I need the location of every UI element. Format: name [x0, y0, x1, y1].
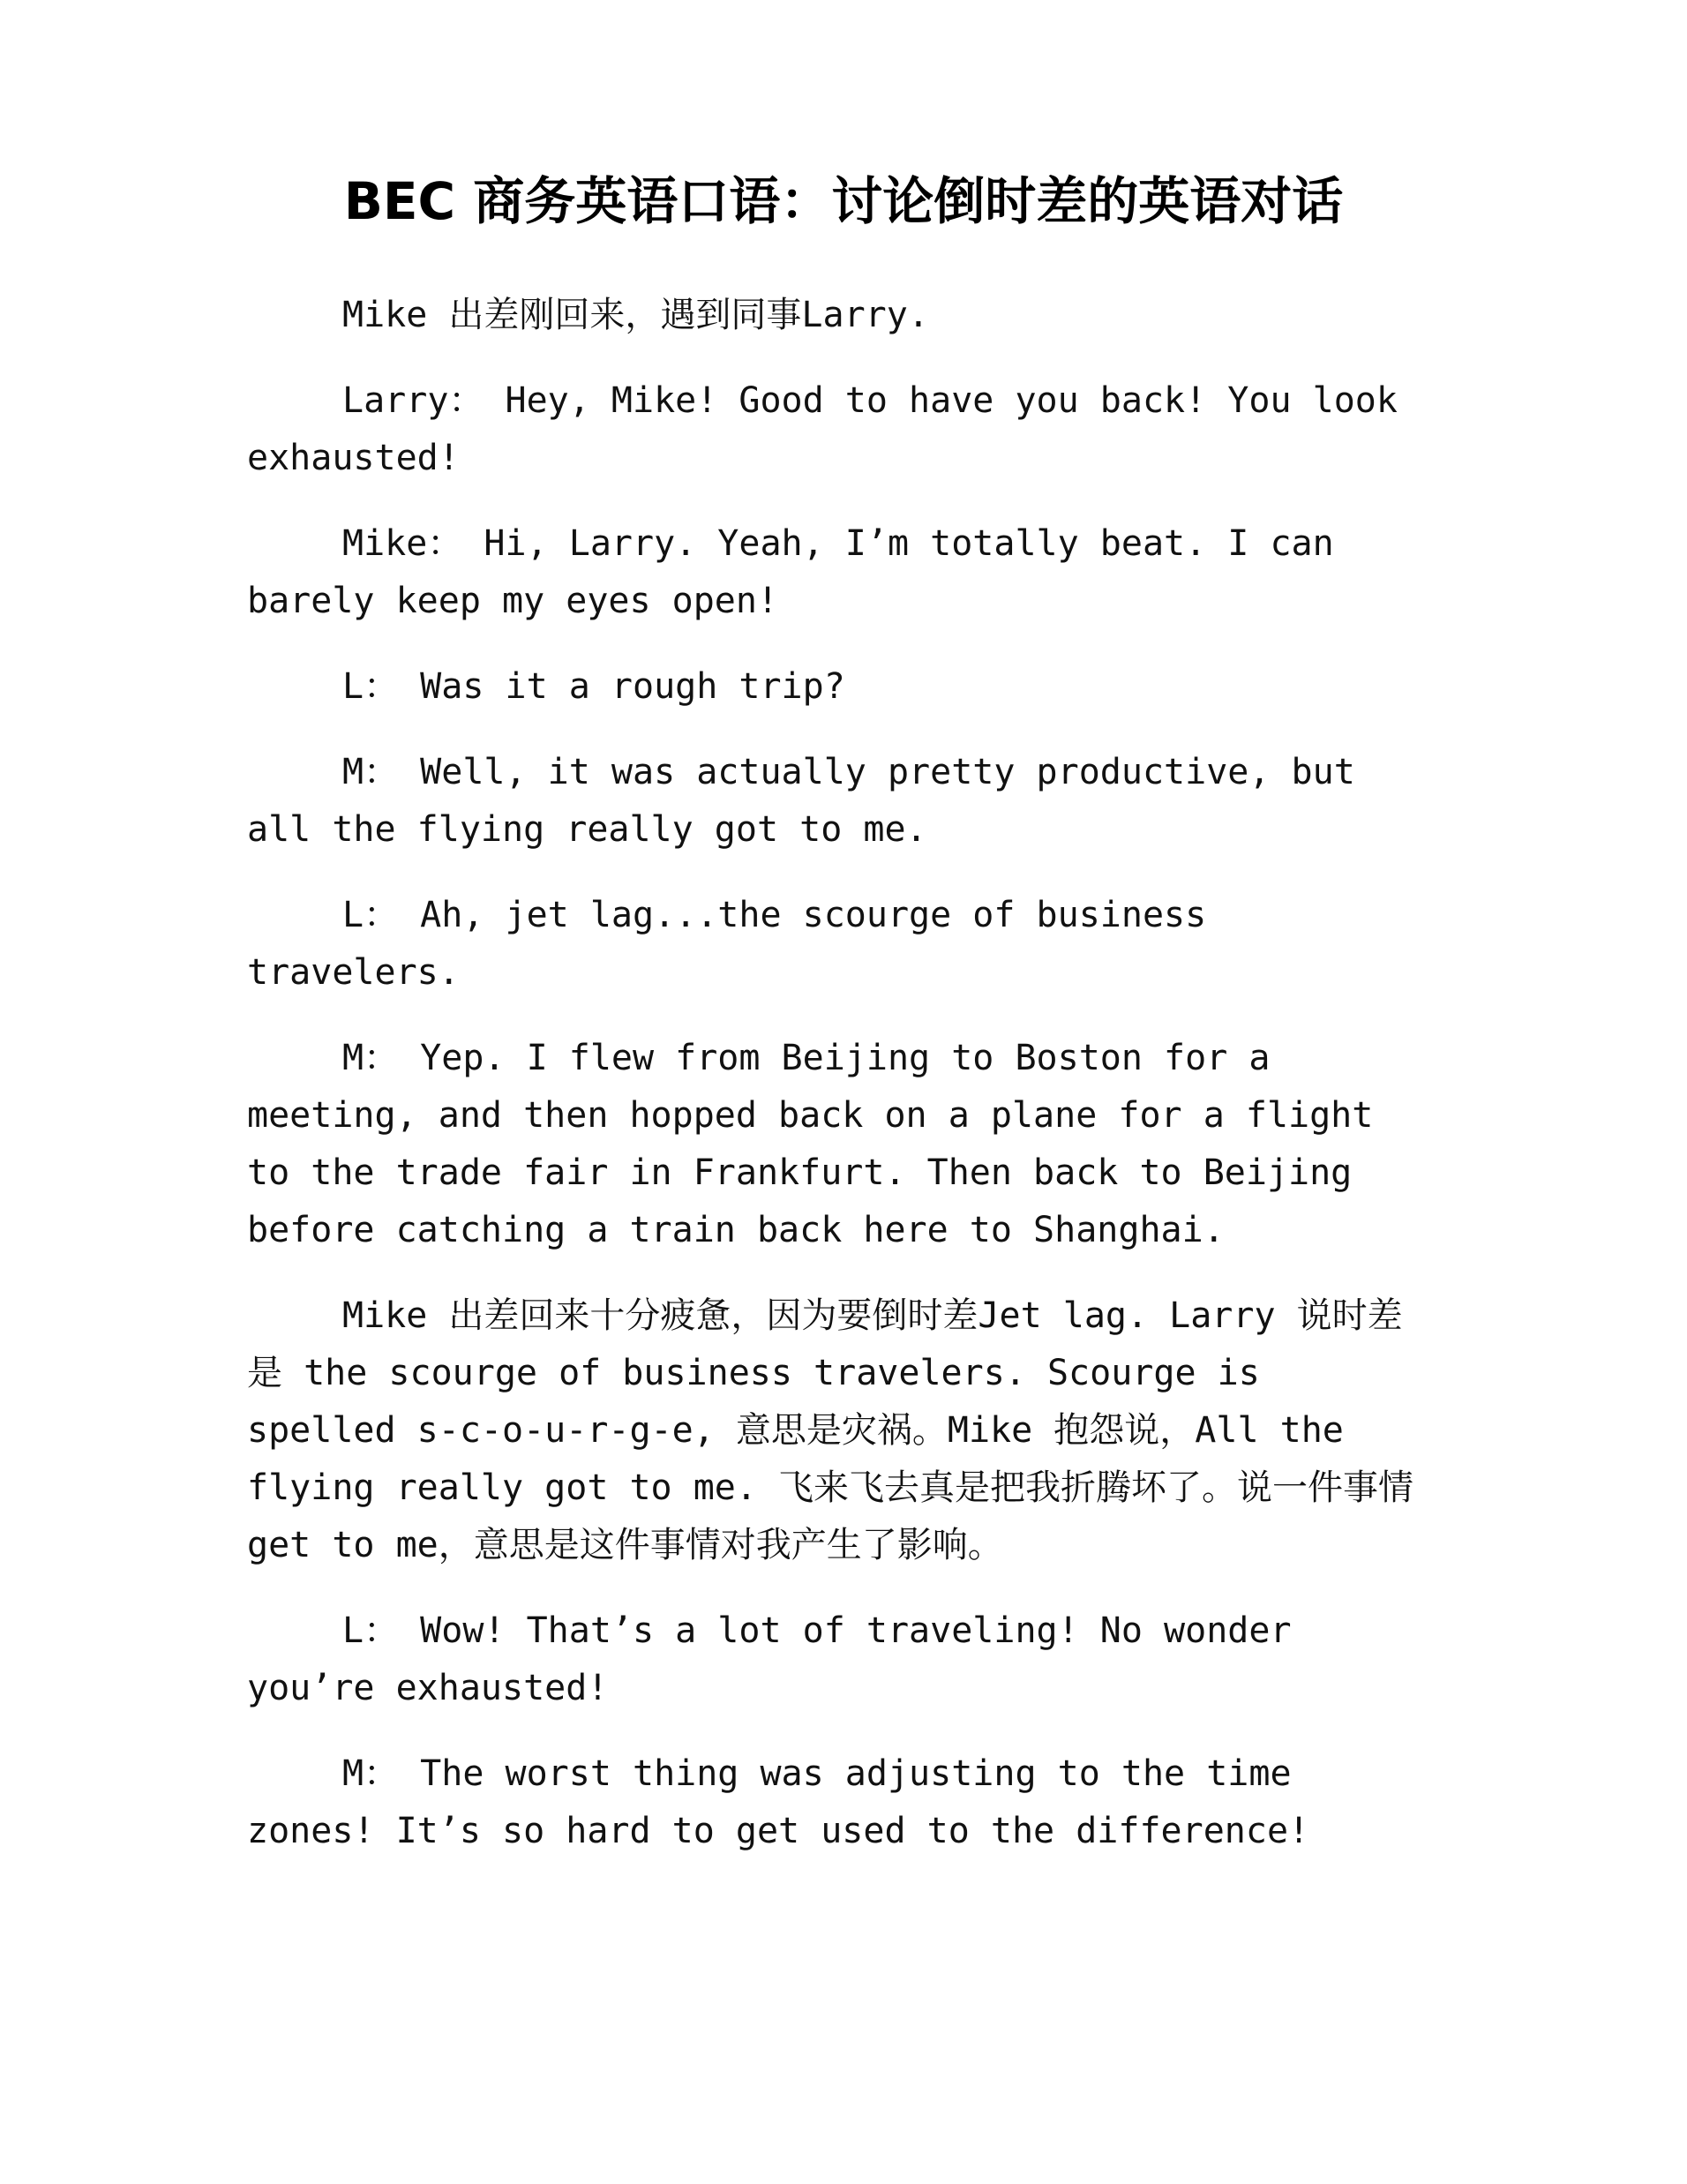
paragraph-explanation: Mike 出差回来十分疲惫，因为要倒时差Jet lag. Larry 说时差是 the scourge of business travelers. Scourge is spelled s-c-o-u-r-g-e, 意思是灾祸。Mike 抱怨说，All the flying really got to me. 飞来飞去真是把我折腾坏了。说一件事情get to me，意思是这件事情对我产生了影响。 — [247, 1295, 1414, 1565]
paragraph-dialogue-mike-1: Mike： Hi, Larry. Yeah, I’m totally beat. I can barely keep my eyes open! — [247, 523, 1334, 621]
paragraph-dialogue-mike-3: M： Yep. I flew from Beijing to Boston for a meeting, and then hopped back on a plane for a flight to the trade fair in Frankfurt. Then back to Beijing before catching a train back here to Shanghai. — [247, 1038, 1374, 1250]
paragraph-dialogue-larry-2: L： Was it a rough trip? — [342, 666, 845, 707]
paragraph-dialogue-mike-2: M： Well, it was actually pretty productive, but all the flying really got to me. — [247, 752, 1355, 850]
paragraph-dialogue-larry-1: Larry： Hey, Mike! Good to have you back! You look exhausted! — [247, 380, 1398, 478]
document-title: BEC 商务英语口语：讨论倒时差的英语对话 — [343, 171, 1344, 231]
document-body — [247, 287, 1421, 1888]
paragraph-dialogue-larry-4: L： Wow! That’s a lot of traveling! No wonder you’re exhausted! — [247, 1610, 1292, 1708]
paragraph-intro: Mike 出差刚回来，遇到同事Larry. — [342, 295, 929, 335]
paragraph-dialogue-mike-4: M： The worst thing was adjusting to the time zones! It’s so hard to get used to the difference! — [247, 1753, 1310, 1851]
paragraph-dialogue-larry-3: L： Ah, jet lag...the scourge of business travelers. — [247, 895, 1207, 993]
